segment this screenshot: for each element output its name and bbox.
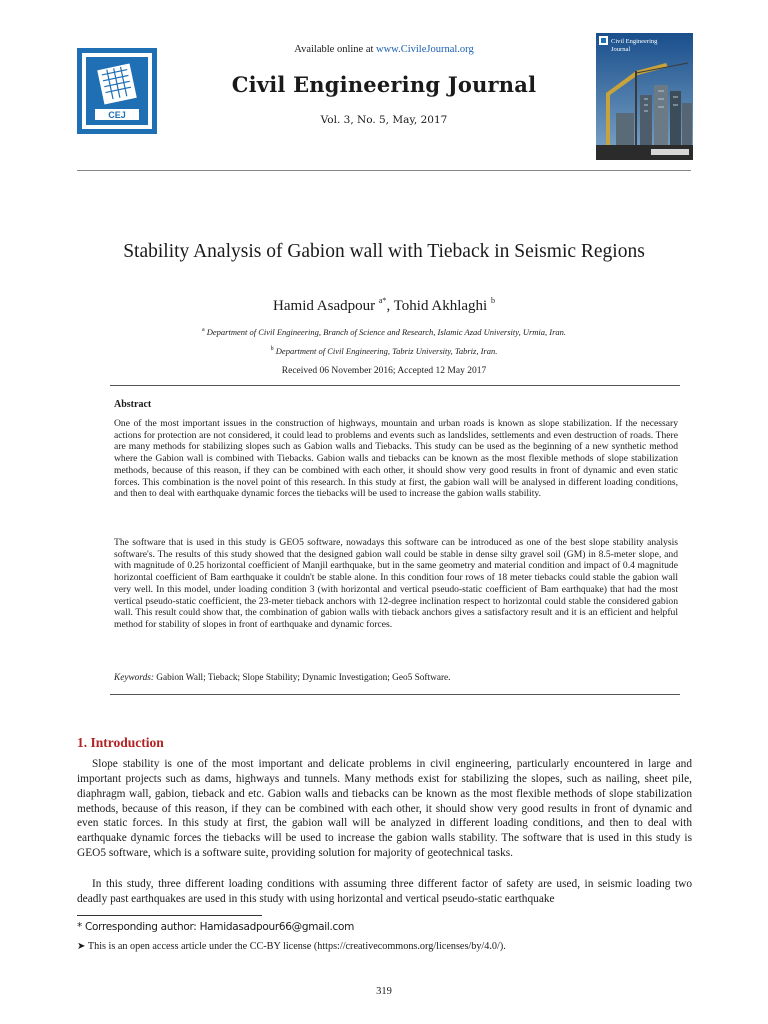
affiliation-marker: b	[270, 346, 274, 353]
author-list	[0, 298, 768, 315]
abstract-bottom-divider	[110, 694, 680, 695]
journal-cover-image	[596, 33, 693, 160]
author-affiliation-marker: b	[490, 296, 495, 305]
volume-info: Vol. 3, No. 5, May, 2017	[320, 114, 448, 126]
author-affiliation-marker: a*	[378, 296, 387, 305]
footnote-divider	[77, 915, 262, 916]
section-heading-introduction: 1. Introduction	[77, 735, 164, 750]
keywords-list: Gabion Wall; Tieback; Slope Stability; Dynamic Investigation; Geo5 Software.	[153, 673, 451, 683]
author-separator: ,	[386, 298, 394, 314]
author-name: Tohid Akhlaghi	[393, 298, 488, 314]
affiliation-b	[0, 346, 768, 356]
affiliation-a	[0, 327, 768, 337]
affiliation-text: Department of Civil Engineering, Branch of Science and Research, Islamic Azad University, Urmia, Iran.	[204, 327, 567, 337]
abstract-top-divider	[110, 385, 680, 386]
logo-text: CEJ	[108, 110, 126, 120]
license-footnote: ➤ This is an open access article under the CC-BY license (https://creativecommons.org/licenses/by/4.0/).	[77, 941, 506, 952]
page-number: 319	[376, 986, 392, 997]
header-divider	[77, 170, 691, 171]
cover-title-line1: Civil Engineering	[611, 38, 658, 45]
keywords	[114, 673, 678, 683]
article-title: Stability Analysis of Gabion wall with Tieback in Seismic Regions	[123, 241, 645, 262]
corresponding-author-footnote: * Corresponding author: Hamidasadpour66@gmail.com	[77, 921, 355, 933]
abstract-paragraph: One of the most important issues in the construction of highways, mountain and urban roads is known as slope stabilization. If the necessary actions for protection are not considered, it could lead to problems and events such as landslides, settlements and even destruction of roads. There are many methods for stabilizing slopes such as Gabion walls and Tiebacks. This study can be used as the beginning of a new synthetic method where the Gabion wall is combined with Tiebacks. Gabion walls and tiebacks can be known as the most flexible methods of slope stabilization methods, because of this reason, if they can be combined with each other, it should show very good results in front of dynamic and even static forces. This combination is the novel point of this research. In this study at first, the gabion wall will be analysed in different loading conditions, and then to deal with earthquake dynamic forces the tiebacks will be used to increase the gabion walls stability.	[114, 418, 678, 500]
abstract-heading: Abstract	[114, 399, 152, 410]
abstract-paragraph: The software that is used in this study is GEO5 software, nowadays this software can be introduced as one of the best slope stability analysis software's. The results of this study showed that the designed gabion wall could be stable in dense silty gravel soil (GM) in 8.5-meter slope, and with magnitude of 0.25 horizontal coefficient of Manjil earthquake, but in the same geometry and material condition and impact of 0.4 magnitude horizontal coefficient of Bam earthquake it couldn't be stable alone. In this condition four rows of 18 meter tiebacks could stable the gabion wall very well. In this model, under loading condition 3 (with horizontal and vertical pseudo-static coefficient of Bam earthquake) that had the most vertical pseudo-static coefficient, the 23-meter tieback anchors with 12-degree inclination respect to horizontal could stable the considered gabion wall. This result could show that, the combination of gabion walls with tieback anchors gives a satisfactory result and it is an efficient and helpful method for stability of slopes in front of earthquake and dynamic forces.	[114, 537, 678, 630]
author-name: Hamid Asadpour	[273, 298, 376, 314]
affiliation-text: Department of Civil Engineering, Tabriz University, Tabriz, Iran.	[273, 346, 498, 356]
journal-title: Civil Engineering Journal	[231, 72, 537, 97]
affiliation-marker: a	[201, 327, 205, 334]
keywords-label: Keywords:	[114, 673, 154, 683]
cover-title-line2: Journal	[611, 46, 631, 53]
body-paragraph: Slope stability is one of the most important and delicate problems in civil engineering, particularly encountered in large and important projects such as dams, highways and tunnels. Many methods exist for stabilizing the slopes, such as nailing, sheet pile, diaphragm wall, gabion, tieback and etc. Gabion walls and tiebacks can be known as the most flexible methods of slope stabilization methods, because of this reason, if they can be combined with each other, it should show very good results in front of dynamic and even static forces. In this study at first, the gabion wall will be analyzed in different loading conditions, and then to deal with earthquake dynamic forces the tiebacks will be used to increase the gabion walls stability. The software that is used in this study is GEO5 software, which is a software suite, providing solution for majority of geotechnical tasks.	[77, 758, 692, 860]
journal-website-link[interactable]: www.CivileJournal.org	[376, 44, 474, 55]
availability-prefix: Available online at	[294, 44, 377, 55]
body-paragraph: In this study, three different loading conditions with assuming three different factor of safety are used, in seismic loading two deadly past earthquakes are used in this study with using horizontal and vertical pseudo-static earthquake	[77, 878, 692, 905]
received-dates: Received 06 November 2016; Accepted 12 May 2017	[281, 366, 487, 376]
